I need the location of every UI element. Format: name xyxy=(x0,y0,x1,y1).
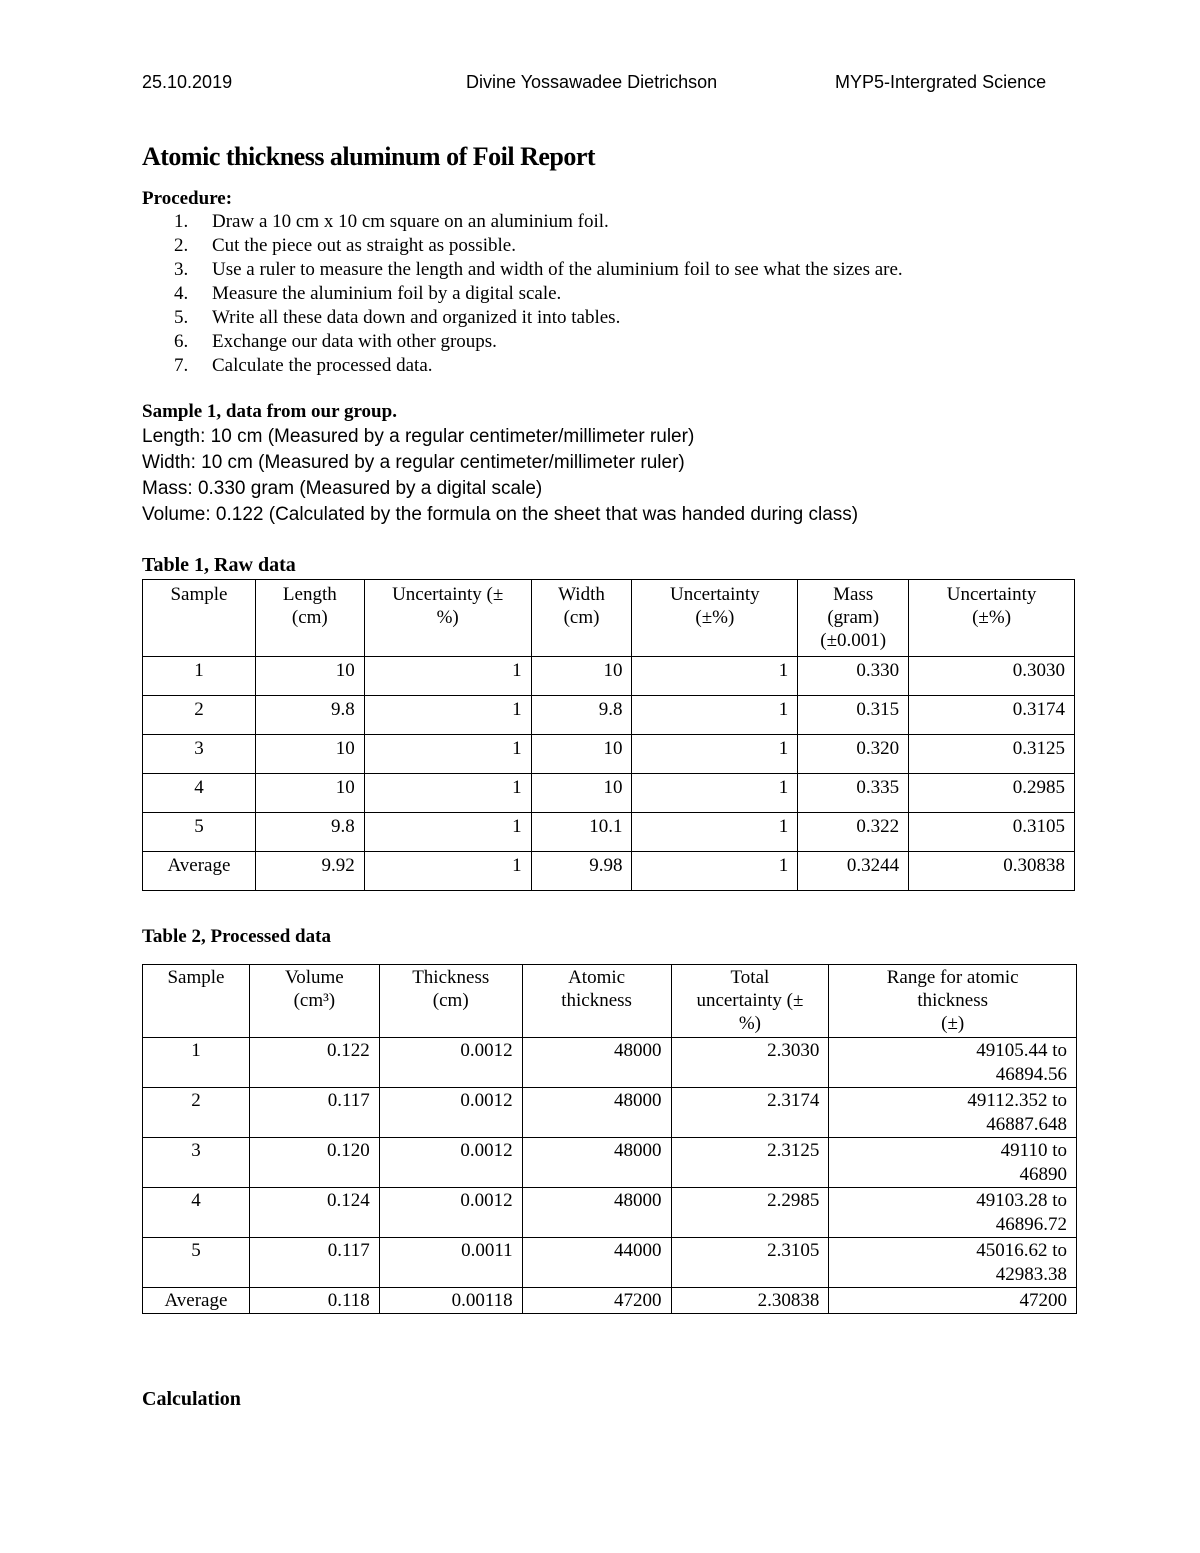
table-cell: 47200 xyxy=(522,1288,671,1314)
table1-caption: Table 1, Raw data xyxy=(142,554,296,576)
table-cell: 44000 xyxy=(522,1238,671,1288)
table-cell: 49105.44 to 46894.56 xyxy=(829,1038,1077,1088)
calculation-heading: Calculation xyxy=(142,1388,241,1410)
procedure-step: 1. Draw a 10 cm x 10 cm square on an aluminium foil. xyxy=(174,211,609,232)
table-cell: 48000 xyxy=(522,1088,671,1138)
table-cell: 0.117 xyxy=(249,1088,379,1138)
table-row xyxy=(143,1238,1077,1288)
column-header: Sample xyxy=(143,965,250,1038)
column-header: Uncertainty (±%) xyxy=(632,580,798,657)
table-cell: 1 xyxy=(364,696,531,735)
column-header: Range for atomic thickness (±) xyxy=(829,965,1077,1038)
procedure-step: 2. Cut the piece out as straight as possible. xyxy=(174,235,516,256)
table-cell: 1 xyxy=(632,852,798,891)
table-cell: 0.3030 xyxy=(909,657,1075,696)
table-cell: 0.30838 xyxy=(909,852,1075,891)
table-cell: 4 xyxy=(143,774,256,813)
table-cell: 4 xyxy=(143,1188,250,1238)
table-cell: 48000 xyxy=(522,1188,671,1238)
table-cell: 0.0011 xyxy=(379,1238,522,1288)
table-cell: 2.3030 xyxy=(671,1038,829,1088)
table-cell: 1 xyxy=(364,813,531,852)
table-header-row xyxy=(143,965,1077,1038)
table-row xyxy=(143,1088,1077,1138)
table-row xyxy=(143,1138,1077,1188)
table-cell: 10 xyxy=(255,774,364,813)
column-header: Total uncertainty (± %) xyxy=(671,965,829,1038)
sample1-length: Length: 10 cm (Measured by a regular centimeter/millimeter ruler) xyxy=(142,426,695,447)
table-cell: 1 xyxy=(143,657,256,696)
column-header: Mass (gram) (±0.001) xyxy=(798,580,909,657)
table-row xyxy=(143,735,1075,774)
table-cell: 47200 xyxy=(829,1288,1077,1314)
column-header: Width (cm) xyxy=(531,580,632,657)
table-cell: 0.330 xyxy=(798,657,909,696)
sample1-volume: Volume: 0.122 (Calculated by the formula on the sheet that was handed during class) xyxy=(142,504,859,525)
procedure-step: 7. Calculate the processed data. xyxy=(174,355,433,376)
table-cell: 0.122 xyxy=(249,1038,379,1088)
table-cell: 1 xyxy=(364,657,531,696)
table-row xyxy=(143,696,1075,735)
table-cell: 1 xyxy=(632,657,798,696)
table-cell: 49103.28 to 46896.72 xyxy=(829,1188,1077,1238)
procedure-step: 6. Exchange our data with other groups. xyxy=(174,331,497,352)
table-cell: 9.8 xyxy=(255,813,364,852)
sample1-data xyxy=(142,424,858,528)
table-cell: 10 xyxy=(531,735,632,774)
table-cell: 1 xyxy=(364,852,531,891)
table-cell: 1 xyxy=(364,735,531,774)
table-cell: 0.0012 xyxy=(379,1088,522,1138)
table-cell: 2 xyxy=(143,696,256,735)
column-header: Uncertainty (±%) xyxy=(909,580,1075,657)
sample1-width: Width: 10 cm (Measured by a regular centimeter/millimeter ruler) xyxy=(142,452,685,473)
column-header: Length (cm) xyxy=(255,580,364,657)
table-cell: 10 xyxy=(531,774,632,813)
procedure-step: 4. Measure the aluminium foil by a digital scale. xyxy=(174,283,562,304)
table-header-row xyxy=(143,580,1075,657)
table-cell: 0.3125 xyxy=(909,735,1075,774)
table-cell: 0.3105 xyxy=(909,813,1075,852)
table2-caption: Table 2, Processed data xyxy=(142,926,331,947)
sample1-title: Sample 1, data from our group. xyxy=(142,401,397,422)
table-cell: 0.0012 xyxy=(379,1138,522,1188)
table-cell: 2.3125 xyxy=(671,1138,829,1188)
table-cell: 3 xyxy=(143,735,256,774)
procedure-step: 5. Write all these data down and organized it into tables. xyxy=(174,307,621,328)
table-cell: 0.3244 xyxy=(798,852,909,891)
column-header: Uncertainty (± %) xyxy=(364,580,531,657)
table-cell: 2.3105 xyxy=(671,1238,829,1288)
raw-data-table xyxy=(142,579,1075,891)
table-cell: 1 xyxy=(632,696,798,735)
table-cell: 9.92 xyxy=(255,852,364,891)
table-cell: 0.3174 xyxy=(909,696,1075,735)
table-cell: 1 xyxy=(632,735,798,774)
table-cell: 0.118 xyxy=(249,1288,379,1314)
table-cell: 10 xyxy=(255,735,364,774)
table-row xyxy=(143,774,1075,813)
table-cell: 5 xyxy=(143,813,256,852)
column-header: Volume (cm³) xyxy=(249,965,379,1038)
procedure-steps xyxy=(142,210,903,378)
table-cell: 1 xyxy=(143,1038,250,1088)
table-cell: 10.1 xyxy=(531,813,632,852)
table-cell: 1 xyxy=(632,813,798,852)
table-cell: 0.320 xyxy=(798,735,909,774)
table-cell: 10 xyxy=(531,657,632,696)
column-header: Sample xyxy=(143,580,256,657)
table-row xyxy=(143,657,1075,696)
table-cell: 45016.62 to 42983.38 xyxy=(829,1238,1077,1288)
table-cell: 9.8 xyxy=(255,696,364,735)
table-cell: Average xyxy=(143,1288,250,1314)
table-cell: 9.8 xyxy=(531,696,632,735)
table-cell: 0.117 xyxy=(249,1238,379,1288)
table-cell: 2.2985 xyxy=(671,1188,829,1238)
table-cell: 0.124 xyxy=(249,1188,379,1238)
table-cell: 49112.352 to 46887.648 xyxy=(829,1088,1077,1138)
table-cell: 48000 xyxy=(522,1038,671,1088)
header-course: MYP5-Intergrated Science xyxy=(835,72,1047,92)
table-cell: 0.2985 xyxy=(909,774,1075,813)
table-cell: 10 xyxy=(255,657,364,696)
table-cell: 0.0012 xyxy=(379,1038,522,1088)
document-title: Atomic thickness aluminum of Foil Report xyxy=(142,142,596,171)
procedure-label: Procedure: xyxy=(142,188,233,209)
table-cell: 0.315 xyxy=(798,696,909,735)
header-author: Divine Yossawadee Dietrichson xyxy=(466,72,718,92)
table-cell: Average xyxy=(143,852,256,891)
table-cell: 0.0012 xyxy=(379,1188,522,1238)
procedure-step: 3. Use a ruler to measure the length and width of the aluminium foil to see what the sizes are. xyxy=(174,259,903,280)
table-row xyxy=(143,813,1075,852)
table-cell: 2.30838 xyxy=(671,1288,829,1314)
table-cell: 48000 xyxy=(522,1138,671,1188)
header-date: 25.10.2019 xyxy=(142,72,233,92)
table-cell: 3 xyxy=(143,1138,250,1188)
table-row xyxy=(143,852,1075,891)
table-cell: 0.120 xyxy=(249,1138,379,1188)
table-cell: 0.00118 xyxy=(379,1288,522,1314)
table-row xyxy=(143,1038,1077,1088)
column-header: Atomic thickness xyxy=(522,965,671,1038)
table-cell: 1 xyxy=(364,774,531,813)
table-cell: 2 xyxy=(143,1088,250,1138)
column-header: Thickness (cm) xyxy=(379,965,522,1038)
table-row xyxy=(143,1188,1077,1238)
table-cell: 9.98 xyxy=(531,852,632,891)
table-cell: 0.322 xyxy=(798,813,909,852)
table-row xyxy=(143,1288,1077,1314)
processed-data-table xyxy=(142,964,1077,1314)
table-cell: 1 xyxy=(632,774,798,813)
table-cell: 0.335 xyxy=(798,774,909,813)
sample1-mass: Mass: 0.330 gram (Measured by a digital scale) xyxy=(142,478,543,499)
table-cell: 49110 to 46890 xyxy=(829,1138,1077,1188)
table-cell: 2.3174 xyxy=(671,1088,829,1138)
table-cell: 5 xyxy=(143,1238,250,1288)
